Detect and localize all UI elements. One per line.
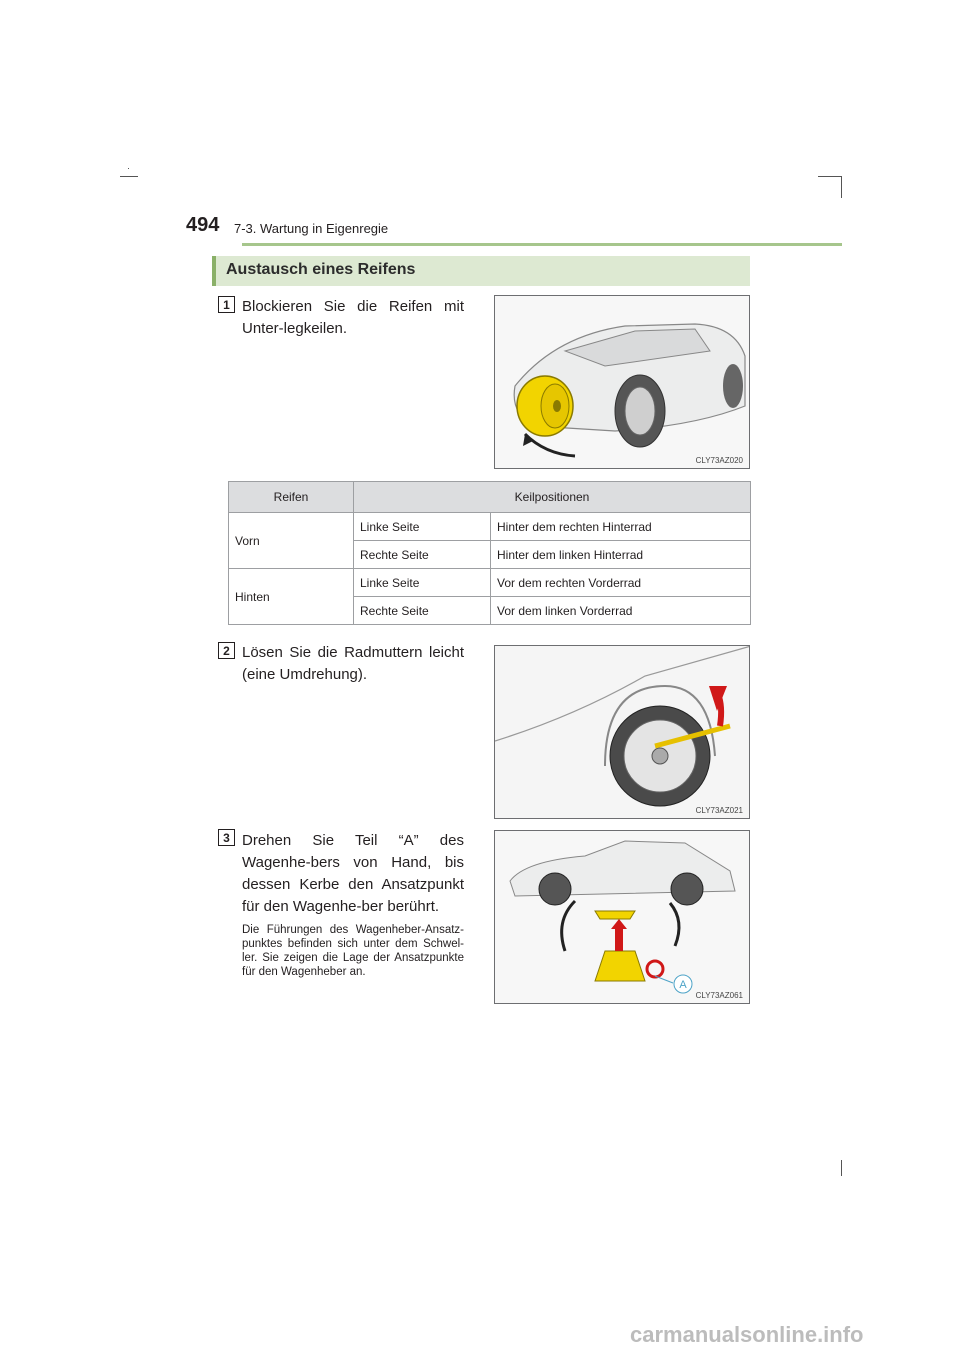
table-cell-position: Vor dem rechten Vorderrad: [491, 569, 751, 597]
table-cell-side: Linke Seite: [354, 513, 491, 541]
step-3-note: Die Führungen des Wagenheber-Ansatz-punktes befinden sich unter dem Schwel-ler. Sie zeigen die Lage der Ansatzpunkte für den Wagenheber an.: [242, 924, 464, 978]
figure-code: CLY73AZ021: [695, 806, 743, 815]
car-wheel-chock-illustration: [495, 296, 750, 469]
table-row: [229, 569, 751, 597]
watermark: carmanualsonline.info: [630, 1322, 864, 1347]
figure-code: CLY73AZ020: [695, 456, 743, 465]
figure-loosen-nuts: [494, 645, 750, 819]
table-row: [229, 513, 751, 541]
wheel-chock-icon: [517, 376, 573, 436]
table-header-tire: Reifen: [229, 482, 354, 513]
step-number-2: 2: [218, 642, 235, 659]
table-cell-side: Rechte Seite: [354, 597, 491, 625]
wheel-wrench-illustration: [495, 646, 750, 819]
step-1-text: Blockieren Sie die Reifen mit Unter-legkeilen.: [242, 298, 464, 337]
figure-code: CLY73AZ061: [695, 991, 743, 1000]
table-cell-position: Vor dem linken Vorderrad: [491, 597, 751, 625]
crop-mark: [128, 168, 129, 169]
table-cell-side: Linke Seite: [354, 569, 491, 597]
group-label-rear: Hinten: [229, 569, 354, 625]
crop-mark: [841, 176, 842, 198]
section-heading: [212, 256, 750, 286]
table-cell-position: Hinter dem linken Hinterrad: [491, 541, 751, 569]
wedge-position-table: [228, 481, 751, 625]
step-number-3: 3: [218, 829, 235, 846]
figure-jack: [494, 830, 750, 1004]
table-cell-side: Rechte Seite: [354, 541, 491, 569]
table-header-wedge-positions: Keilpositionen: [354, 482, 751, 513]
header-rule: [242, 243, 842, 246]
car-jack-illustration: [495, 831, 750, 1004]
group-label-front: Vorn: [229, 513, 354, 569]
table-cell-position: Hinter dem rechten Hinterrad: [491, 513, 751, 541]
page-number: 494: [186, 214, 220, 236]
crop-mark: [841, 1160, 842, 1176]
step-number-1: 1: [218, 296, 235, 313]
figure-wheel-chock: [494, 295, 750, 469]
step-3-text: Drehen Sie Teil “A” des Wagenhe-bers von Hand, bis dessen Kerbe den Ansatzpunkt für den Wagenhe-ber berührt.: [242, 832, 464, 915]
section-title: Austausch eines Reifens: [226, 261, 416, 278]
crop-mark: [818, 176, 842, 177]
running-header: 7-3. Wartung in Eigenregie: [234, 221, 389, 236]
part-label-a: A: [679, 979, 687, 991]
crop-mark: [120, 176, 138, 177]
step-2-text: Lösen Sie die Radmuttern leicht (eine Umdrehung).: [242, 644, 464, 683]
